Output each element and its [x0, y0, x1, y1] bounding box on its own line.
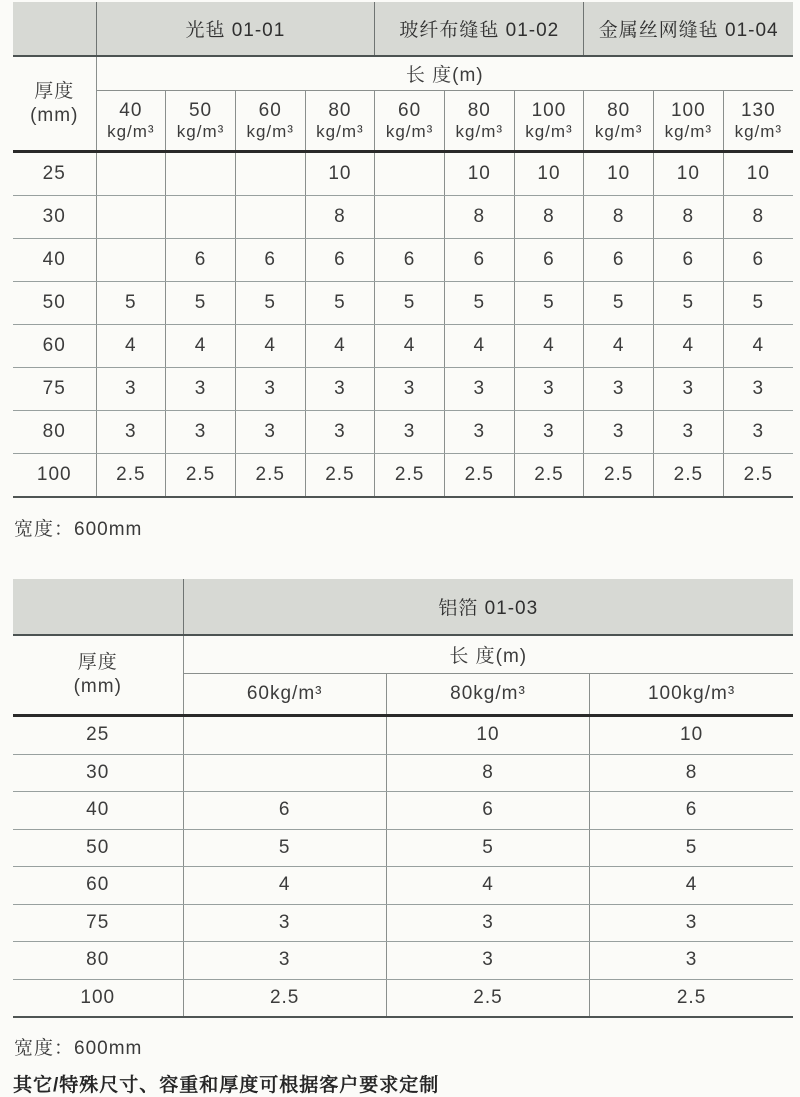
length-value-cell: 3 [183, 942, 386, 980]
length-value-cell: 3 [590, 904, 793, 942]
thickness-cell: 60 [13, 325, 96, 368]
length-value-cell: 4 [183, 867, 386, 905]
product-group-header: 玻纤布缝毡 01-02 [375, 2, 584, 56]
thickness-cell: 50 [13, 282, 96, 325]
length-value-cell: 3 [584, 368, 654, 411]
length-value-cell: 5 [235, 282, 305, 325]
product-group-header: 光毡 01-01 [96, 2, 375, 56]
thickness-cell: 100 [13, 454, 96, 498]
length-value-cell: 5 [584, 282, 654, 325]
length-value-cell: 5 [386, 829, 589, 867]
length-value-cell: 2.5 [386, 979, 589, 1017]
length-value-cell: 3 [375, 368, 445, 411]
table-row [13, 942, 793, 980]
length-value-cell: 4 [654, 325, 724, 368]
length-value-cell: 4 [584, 325, 654, 368]
length-value-cell: 3 [386, 942, 589, 980]
thickness-cell: 30 [13, 196, 96, 239]
spec-sheet-page [0, 2, 800, 1096]
length-value-cell [96, 239, 166, 282]
length-value-cell [166, 152, 236, 196]
length-value-cell [375, 152, 445, 196]
length-value-cell: 10 [590, 716, 793, 755]
thickness-cell: 25 [13, 152, 96, 196]
length-value-cell: 3 [584, 411, 654, 454]
length-value-cell: 4 [235, 325, 305, 368]
length-value-cell: 2.5 [584, 454, 654, 498]
length-value-cell: 8 [305, 196, 375, 239]
length-value-cell: 5 [305, 282, 375, 325]
thickness-cell: 80 [13, 411, 96, 454]
length-value-cell: 10 [386, 716, 589, 755]
table-row [13, 867, 793, 905]
length-value-cell: 6 [166, 239, 236, 282]
length-header-row [13, 56, 793, 91]
length-value-cell: 6 [654, 239, 724, 282]
thickness-cell: 40 [13, 792, 183, 830]
density-column-header: 100kg/m³ [590, 674, 793, 716]
length-value-cell: 10 [444, 152, 514, 196]
length-value-cell: 6 [386, 792, 589, 830]
length-value-cell: 6 [183, 792, 386, 830]
length-value-cell: 6 [514, 239, 584, 282]
length-value-cell: 2.5 [305, 454, 375, 498]
length-value-cell: 6 [235, 239, 305, 282]
length-value-cell: 2.5 [375, 454, 445, 498]
length-value-cell [183, 716, 386, 755]
length-value-cell: 5 [590, 829, 793, 867]
length-value-cell: 3 [375, 411, 445, 454]
thickness-column-header: 厚度 (mm) [13, 635, 183, 716]
product-group-row [13, 579, 793, 635]
length-value-cell: 3 [166, 411, 236, 454]
length-value-cell: 3 [305, 368, 375, 411]
length-value-cell: 10 [584, 152, 654, 196]
length-value-cell: 8 [723, 196, 793, 239]
length-value-cell: 3 [96, 368, 166, 411]
table-row [13, 411, 793, 454]
density-header-row [13, 91, 793, 152]
length-value-cell: 10 [305, 152, 375, 196]
length-value-cell: 5 [166, 282, 236, 325]
length-value-cell: 4 [96, 325, 166, 368]
custom-size-note: 其它/特殊尺寸、容重和厚度可根据客户要求定制 [13, 1075, 440, 1096]
length-value-cell: 4 [723, 325, 793, 368]
density-column-header: 80kg/m³ [386, 674, 589, 716]
length-value-cell: 4 [166, 325, 236, 368]
length-value-cell: 10 [723, 152, 793, 196]
length-value-cell: 5 [654, 282, 724, 325]
density-column-header: 50 kg/m³ [166, 91, 236, 152]
density-column-header: 40 kg/m³ [96, 91, 166, 152]
length-value-cell: 4 [514, 325, 584, 368]
thickness-cell: 75 [13, 904, 183, 942]
length-value-cell: 6 [723, 239, 793, 282]
length-value-cell: 4 [305, 325, 375, 368]
table-row [13, 979, 793, 1017]
table-row [13, 196, 793, 239]
thickness-cell: 30 [13, 754, 183, 792]
product-group-header: 金属丝网缝毡 01-04 [584, 2, 793, 56]
length-value-cell: 3 [514, 411, 584, 454]
length-value-cell: 4 [375, 325, 445, 368]
length-value-cell: 3 [654, 411, 724, 454]
length-value-cell: 3 [590, 942, 793, 980]
thickness-cell: 25 [13, 716, 183, 755]
length-value-cell: 3 [654, 368, 724, 411]
thickness-cell: 75 [13, 368, 96, 411]
length-value-cell: 5 [444, 282, 514, 325]
length-value-cell: 3 [305, 411, 375, 454]
width-note: 宽度：600mm [14, 1038, 143, 1059]
length-value-cell: 3 [166, 368, 236, 411]
length-value-cell: 4 [444, 325, 514, 368]
table-row [13, 904, 793, 942]
length-header: 长 度(m) [183, 635, 793, 674]
band-corner-cell [13, 579, 183, 635]
length-value-cell [96, 196, 166, 239]
length-value-cell: 8 [590, 754, 793, 792]
length-value-cell: 2.5 [590, 979, 793, 1017]
length-value-cell: 3 [235, 411, 305, 454]
table-row [13, 716, 793, 755]
length-value-cell: 8 [514, 196, 584, 239]
band-corner-cell [13, 2, 96, 56]
table-row [13, 239, 793, 282]
length-value-cell: 6 [584, 239, 654, 282]
density-column-header: 100 kg/m³ [654, 91, 724, 152]
felt-length-spec-table [13, 2, 793, 498]
length-value-cell: 2.5 [183, 979, 386, 1017]
density-column-header: 80 kg/m³ [305, 91, 375, 152]
aluminum-foil-spec-table [13, 579, 793, 1018]
length-value-cell: 2.5 [654, 454, 724, 498]
table-row [13, 368, 793, 411]
length-value-cell: 6 [375, 239, 445, 282]
table-row [13, 282, 793, 325]
length-value-cell [166, 196, 236, 239]
table-row [13, 754, 793, 792]
thickness-cell: 80 [13, 942, 183, 980]
length-value-cell [375, 196, 445, 239]
length-value-cell: 6 [305, 239, 375, 282]
thickness-cell: 50 [13, 829, 183, 867]
length-value-cell: 3 [235, 368, 305, 411]
length-value-cell: 5 [183, 829, 386, 867]
table-row [13, 152, 793, 196]
table-row [13, 792, 793, 830]
table-row [13, 325, 793, 368]
length-value-cell: 2.5 [96, 454, 166, 498]
table-row [13, 454, 793, 498]
length-value-cell: 2.5 [444, 454, 514, 498]
product-group-header: 铝箔 01-03 [183, 579, 793, 635]
length-value-cell: 10 [514, 152, 584, 196]
thickness-column-header: 厚度 (mm) [13, 56, 96, 152]
length-value-cell: 2.5 [166, 454, 236, 498]
length-value-cell: 8 [444, 196, 514, 239]
length-value-cell: 8 [584, 196, 654, 239]
length-value-cell: 6 [444, 239, 514, 282]
length-value-cell: 6 [590, 792, 793, 830]
length-value-cell: 3 [723, 368, 793, 411]
length-value-cell: 10 [654, 152, 724, 196]
length-value-cell: 3 [723, 411, 793, 454]
length-header-row [13, 635, 793, 674]
length-value-cell: 3 [444, 411, 514, 454]
product-group-row [13, 2, 793, 56]
density-column-header: 80 kg/m³ [584, 91, 654, 152]
length-value-cell [235, 196, 305, 239]
table-row [13, 829, 793, 867]
thickness-cell: 40 [13, 239, 96, 282]
length-header: 长 度(m) [96, 56, 793, 91]
length-value-cell: 8 [386, 754, 589, 792]
thickness-cell: 100 [13, 979, 183, 1017]
length-value-cell: 4 [386, 867, 589, 905]
density-column-header: 80 kg/m³ [444, 91, 514, 152]
length-value-cell: 2.5 [723, 454, 793, 498]
length-value-cell: 5 [96, 282, 166, 325]
length-value-cell: 2.5 [235, 454, 305, 498]
length-value-cell: 3 [183, 904, 386, 942]
length-value-cell [183, 754, 386, 792]
length-value-cell: 3 [444, 368, 514, 411]
length-value-cell: 3 [96, 411, 166, 454]
density-column-header: 60kg/m³ [183, 674, 386, 716]
density-column-header: 130 kg/m³ [723, 91, 793, 152]
thickness-cell: 60 [13, 867, 183, 905]
length-value-cell: 4 [590, 867, 793, 905]
length-value-cell: 2.5 [514, 454, 584, 498]
length-value-cell: 3 [514, 368, 584, 411]
length-value-cell: 5 [375, 282, 445, 325]
density-column-header: 60 kg/m³ [375, 91, 445, 152]
length-value-cell [235, 152, 305, 196]
length-value-cell: 3 [386, 904, 589, 942]
length-value-cell: 5 [723, 282, 793, 325]
width-note: 宽度：600mm [14, 519, 143, 540]
length-value-cell: 5 [514, 282, 584, 325]
density-column-header: 100 kg/m³ [514, 91, 584, 152]
density-column-header: 60 kg/m³ [235, 91, 305, 152]
length-value-cell: 8 [654, 196, 724, 239]
length-value-cell [96, 152, 166, 196]
